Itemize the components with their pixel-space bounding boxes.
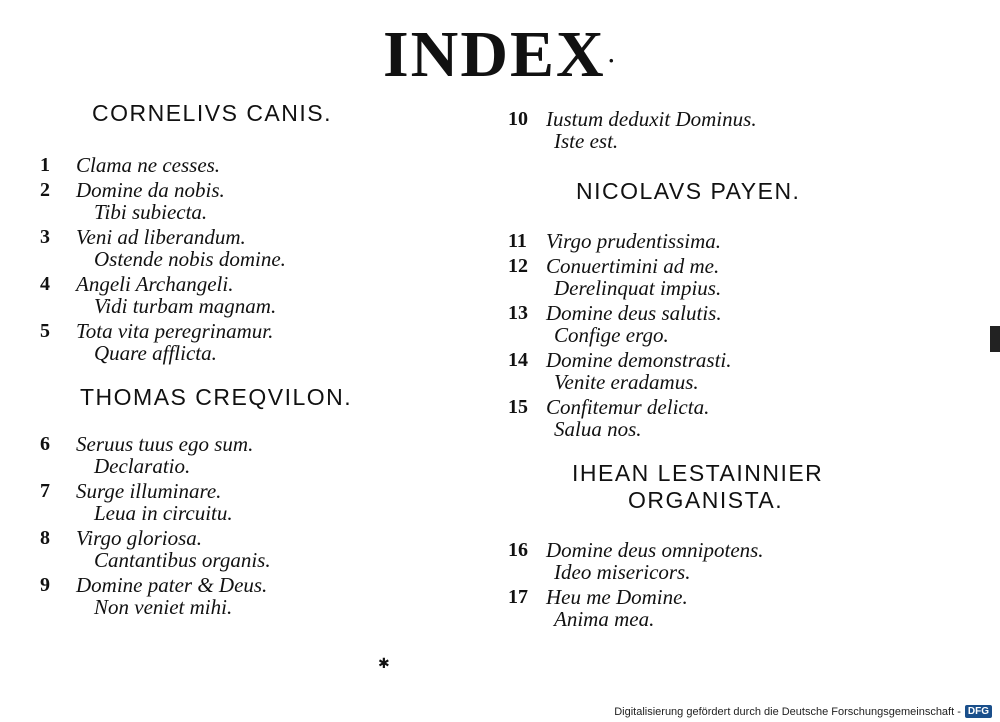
entry-number: 17 (508, 586, 528, 609)
printer-mark: ✱ (378, 657, 390, 672)
entry-title: Heu me Domine. (546, 585, 688, 610)
entry-title: Conuertimini ad me. (546, 254, 720, 279)
composer-heading: CORNELIVS CANIS. (92, 100, 332, 126)
entry-subtitle: Derelinquat impius. (554, 276, 722, 301)
entry-number: 4 (40, 273, 50, 296)
dfg-logo-icon: DFG (965, 705, 992, 718)
composer-heading: THOMAS CREQVILON. (80, 384, 353, 411)
entry-title: Clama ne cesses. (76, 153, 221, 178)
entry-number: 15 (508, 396, 528, 419)
index-entry (40, 179, 470, 223)
index-entry (508, 255, 978, 299)
entry-number: 5 (40, 320, 50, 343)
entry-number: 6 (40, 432, 50, 455)
entry-subtitle: Tibi subiecta. (94, 200, 208, 225)
index-entry (40, 480, 470, 524)
entry-number: 13 (508, 302, 528, 325)
title-text: INDEX (382, 18, 606, 91)
index-entry (40, 273, 470, 317)
footer-text: Digitalisierung gefördert durch die Deutsche Forschungsgemeinschaft - (614, 705, 961, 718)
entry-subtitle: Venite eradamus. (554, 370, 699, 395)
entry-number: 8 (40, 526, 50, 549)
entry-title: Confitemur delicta. (546, 395, 710, 420)
entry-number: 14 (508, 349, 528, 372)
entry-subtitle: Salua nos. (554, 417, 642, 442)
entry-subtitle: Non veniet mihi. (94, 594, 233, 619)
entry-title: Veni ad liberandum. (76, 225, 246, 250)
index-entry (40, 574, 470, 618)
index-entry (508, 230, 978, 252)
entry-number: 12 (508, 255, 528, 278)
right-column (508, 100, 978, 630)
entry-number: 7 (40, 479, 50, 502)
composer-heading: NICOLAVS PAYEN. (576, 178, 801, 204)
entry-title: Domine pater & Deus. (76, 572, 268, 597)
index-entry (40, 226, 470, 270)
entry-subtitle: Iste est. (554, 129, 619, 153)
entry-subtitle: Cantantibus organis. (94, 547, 271, 572)
entry-subtitle: Confige ergo. (554, 323, 669, 348)
entry-title: Iustum deduxit Dominus. (546, 107, 757, 131)
index-entry (508, 586, 978, 630)
index-entry (40, 154, 470, 176)
entry-title: Tota vita peregrinamur. (76, 319, 274, 344)
entry-number: 1 (40, 154, 50, 177)
entry-number: 11 (508, 230, 527, 253)
composer-name: IHEAN LESTAINNIER (572, 460, 824, 487)
entry-title: Domine demonstrasti. (546, 348, 732, 373)
entry-subtitle: Quare afflicta. (94, 341, 217, 366)
index-entry (508, 108, 978, 152)
title-flourish: · (607, 47, 618, 73)
entry-number: 10 (508, 108, 528, 130)
entry-title: Virgo prudentissima. (546, 229, 722, 254)
entry-subtitle: Leua in circuitu. (94, 500, 233, 525)
composer-role: ORGANISTA. (628, 486, 784, 513)
entry-title: Angeli Archangeli. (76, 272, 234, 297)
entry-subtitle: Vidi turbam magnam. (94, 294, 277, 319)
index-entry (40, 527, 470, 571)
entry-number: 16 (508, 539, 528, 562)
index-entry (508, 349, 978, 393)
entry-number: 2 (40, 179, 50, 202)
entry-title: Domine deus salutis. (546, 301, 722, 326)
index-entry (40, 320, 470, 364)
composer-heading (508, 460, 978, 513)
entry-subtitle: Declaratio. (94, 453, 191, 478)
entry-subtitle: Anima mea. (554, 607, 655, 632)
edge-mark (990, 326, 1000, 352)
footer (614, 705, 992, 718)
entry-title: Virgo gloriosa. (76, 525, 203, 550)
entry-number: 3 (40, 226, 50, 249)
entry-title: Domine da nobis. (76, 178, 225, 203)
index-entry (40, 433, 470, 477)
entry-title: Surge illuminare. (76, 478, 222, 503)
left-column (40, 100, 470, 618)
index-entry (508, 539, 978, 583)
entry-subtitle: Ostende nobis domine. (94, 247, 286, 272)
entry-title: Domine deus omnipotens. (546, 538, 764, 563)
page-title (0, 18, 1000, 91)
entry-title: Seruus tuus ego sum. (76, 431, 254, 456)
index-entry (508, 302, 978, 346)
entry-number: 9 (40, 573, 50, 596)
entry-subtitle: Ideo misericors. (554, 560, 691, 585)
index-entry (508, 396, 978, 440)
